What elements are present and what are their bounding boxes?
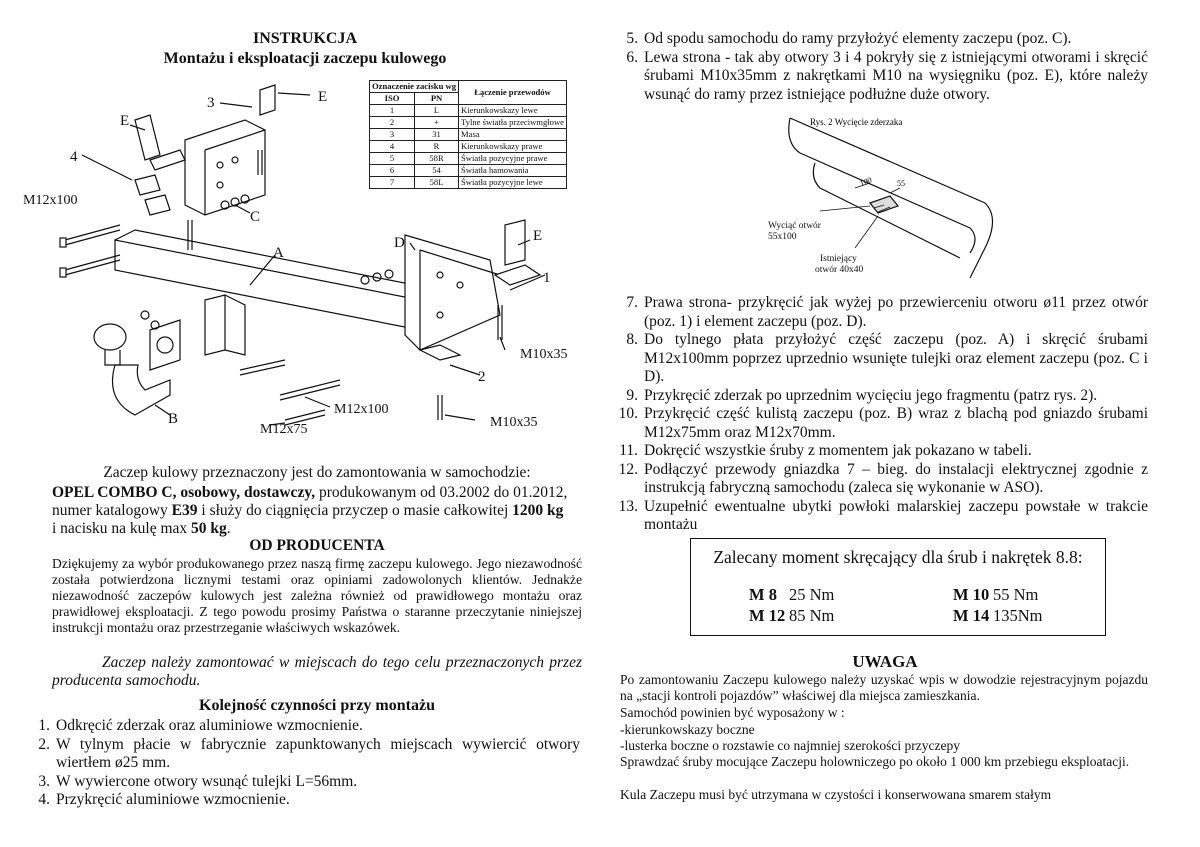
list-item: 10. Przykręcić część kulistą zaczepu (poz. B) wraz z blachą pod gniazdo śrubami M12x75mm oraz M12x70mm. — [618, 405, 1148, 441]
producer-heading: OD PRODUCENTA — [249, 537, 385, 554]
label-c: C — [250, 209, 261, 225]
intro-line-4: i nacisku na kulę max 50 kg. — [52, 520, 231, 537]
torque-table-box — [690, 538, 1106, 636]
catalog-number: E39 — [171, 502, 198, 519]
steps-list-right-top — [606, 30, 1148, 104]
torque-title: Zalecany moment skręcający dla śrub i nakrętek 8.8: — [713, 547, 1083, 567]
steps-heading: Kolejność czynności przy montażu — [199, 697, 435, 714]
table-row: 4 R Kierunkowskazy prawe — [370, 141, 567, 153]
wiring-header-iso: ISO — [370, 93, 415, 105]
list-item: 11. Dokręcić wszystkie śruby z momentem jak pokazano w tabeli. — [619, 442, 1032, 459]
label-m10x35-a: M10x35 — [520, 347, 568, 362]
wiring-header-connection: Łączenie przewodów — [459, 81, 567, 105]
label-e-left: E — [120, 113, 130, 129]
label-m12x100-bottom: M12x100 — [334, 402, 389, 417]
list-item: 8. Do tylnego płata przyłożyć część zaczepu (poz. A) i skręcić śrubami M12x100mm poprzez uprzednio wsunięte tulejki oraz element zaczepu (poz. C i D). — [626, 331, 1148, 385]
label-e-right: E — [533, 228, 543, 244]
uwaga-paragraph-3: -kierunkowskazy boczne — [620, 722, 755, 737]
steps-list-right — [606, 294, 1148, 535]
label-e-top: E — [318, 89, 328, 105]
torque-m14: M 14 135Nm — [953, 606, 1043, 625]
label-b: B — [168, 411, 179, 427]
label-1: 1 — [543, 270, 551, 286]
table-row: 6 54 Światła hamowania — [370, 165, 567, 177]
list-item: 12. Podłączyć przewody gniazdka 7 – bieg. do instalacji elektrycznej zgodnie z instrukcją fabryczną samochodu (zaleca się wykonanie w ASO). — [618, 460, 1148, 496]
table-row: 5 58R Światła pozycyjne prawe — [370, 153, 567, 165]
intro-line-1: Zaczep kulowy przeznaczony jest do zamontowania w samochodzie: — [103, 464, 531, 481]
label-3: 3 — [207, 95, 215, 111]
label-a: A — [273, 245, 284, 261]
list-item: 2. W tylnym płacie w fabrycznie zapunktowanych miejscach wywiercić otwory wiertłem ø25 mm. — [38, 735, 580, 771]
label-m12x100-left: M12x100 — [23, 193, 78, 208]
uwaga-paragraph-6: Kula Zaczepu musi być utrzymana w czystości i konserwowana smarem stałym — [620, 787, 1052, 802]
list-item: 9. Przykręcić zderzak po uprzednim wycięciu jego fragmentu (patrz rys. 2). — [626, 386, 1098, 404]
torque-m10: M 10 55 Nm — [953, 585, 1039, 604]
intro-line-2: OPEL COMBO C, osobowy, dostawczy, produkowanym od 03.2002 do 01.2012, — [52, 484, 568, 501]
label-d: D — [394, 235, 405, 251]
torque-m12: M 12 85 Nm — [749, 606, 835, 625]
document-subtitle: Montażu i eksploatacji zaczepu kulowego — [163, 50, 447, 67]
table-row: 7 58L Światła pozycyjne lewe — [370, 177, 567, 189]
label-2: 2 — [478, 369, 486, 385]
table-row: 1 L Kierunkowskazy lewe — [370, 105, 567, 117]
table-row: 2 + Tylne światła przeciwmgłowe — [370, 117, 567, 129]
producer-text: Dziękujemy za wybór produkowanego przez naszą firmę zaczepu kulowego. Jego niezawodność została potwierdzona licznymi testami oraz opiniami zadowolonych klientów. Jednakże niezawodność zaczepów kulowych jest zależna również od prawidłowego montażu oraz prawidłowej eksploatacji. Z tego powodu prosimy Państwa o staranne przeczytanie niniejszej instrukcji montażu oraz przestrzeganie właściwych wskazówek. — [52, 556, 582, 635]
label-m10x35-b: M10x35 — [490, 415, 538, 430]
table-row: 3 31 Masa — [370, 129, 567, 141]
uwaga-paragraph-5: Sprawdzać śruby mocujące Zaczepu holowniczego po około 1 000 km przebiegu eksploatacji. — [620, 754, 1130, 769]
list-item: 6. Lewa strona - tak aby otwory 3 i 4 pokryły się z istniejącymi otworami i skręcić śrubami M10x35mm z nakrętkami M10 na wysięgniku (poz. E), które należy wsunąć do ramy przez istniejące podłużne duże otwory. — [626, 48, 1148, 103]
label-m12x75: M12x75 — [260, 422, 308, 437]
trailer-mass: 1200 kg — [512, 502, 564, 519]
label-4: 4 — [70, 149, 78, 165]
fig2-cut-label: Wyciąć otwór 55x100 — [768, 221, 821, 242]
list-item: 1. Odkręcić zderzak oraz aluminiowe wzmocnienie. — [38, 717, 363, 734]
uwaga-paragraph-2: Samochód powinien być wyposażony w : — [620, 705, 845, 720]
list-item: 7. Prawa strona- przykręcić jak wyżej po przewierceniu otworu ø11 przez otwór (poz. 1) i element zaczepu (poz. D). — [626, 294, 1148, 330]
fig2-hole-label: Istniejący otwór 40x40 — [815, 254, 864, 275]
ball-load: 50 kg — [191, 520, 227, 537]
bumper-cutout-figure — [760, 108, 1000, 288]
fig2-dim-100: 100 — [858, 175, 873, 188]
list-item: 5. Od spodu samochodu do ramy przyłożyć elementy zaczepu (poz. C). — [626, 30, 1072, 47]
wiring-table — [369, 80, 567, 189]
car-model: OPEL COMBO C, osobowy, dostawczy, — [52, 484, 316, 501]
intro-line-3: numer katalogowy E39 i służy do ciągnięcia przyczep o masie całkowitej 1200 kg — [52, 502, 564, 519]
wiring-header-designation: Oznaczenie zacisku wg — [370, 81, 459, 93]
uwaga-heading: UWAGA — [852, 652, 918, 671]
torque-m8: M 8 25 Nm — [749, 585, 835, 604]
list-item: 13. Uzupełnić ewentualne ubytki powłoki malarskiej zaczepu powstałe w trakcie montażu — [618, 497, 1148, 533]
list-item: 3. W wywiercone otwory wsunąć tulejki L=56mm. — [38, 772, 358, 790]
uwaga-paragraph-4: -lusterka boczne o rozstawie co najmniej szerokości przyczepy — [620, 738, 960, 753]
uwaga-paragraph-1: Po zamontowaniu Zaczepu kulowego należy uzyskać wpis w dowodzie rejestracyjnym pojazdu na „stacji kontroli pojazdów” właściwej dla miejsca zamieszkania. — [620, 672, 1148, 704]
steps-list-left — [18, 717, 580, 810]
fig2-caption: Rys. 2 Wycięcie zderzaka — [810, 117, 903, 127]
wiring-header-pn: PN — [415, 93, 459, 105]
producer-italic-note: Zaczep należy zamontować w miejscach do tego celu przeznaczonych przez producenta samochodu. — [52, 654, 582, 689]
list-item: 4. Przykręcić aluminiowe wzmocnienie. — [38, 791, 290, 808]
fig2-dim-55: 55 — [897, 179, 905, 188]
document-title: INSTRUKCJA — [252, 30, 357, 47]
